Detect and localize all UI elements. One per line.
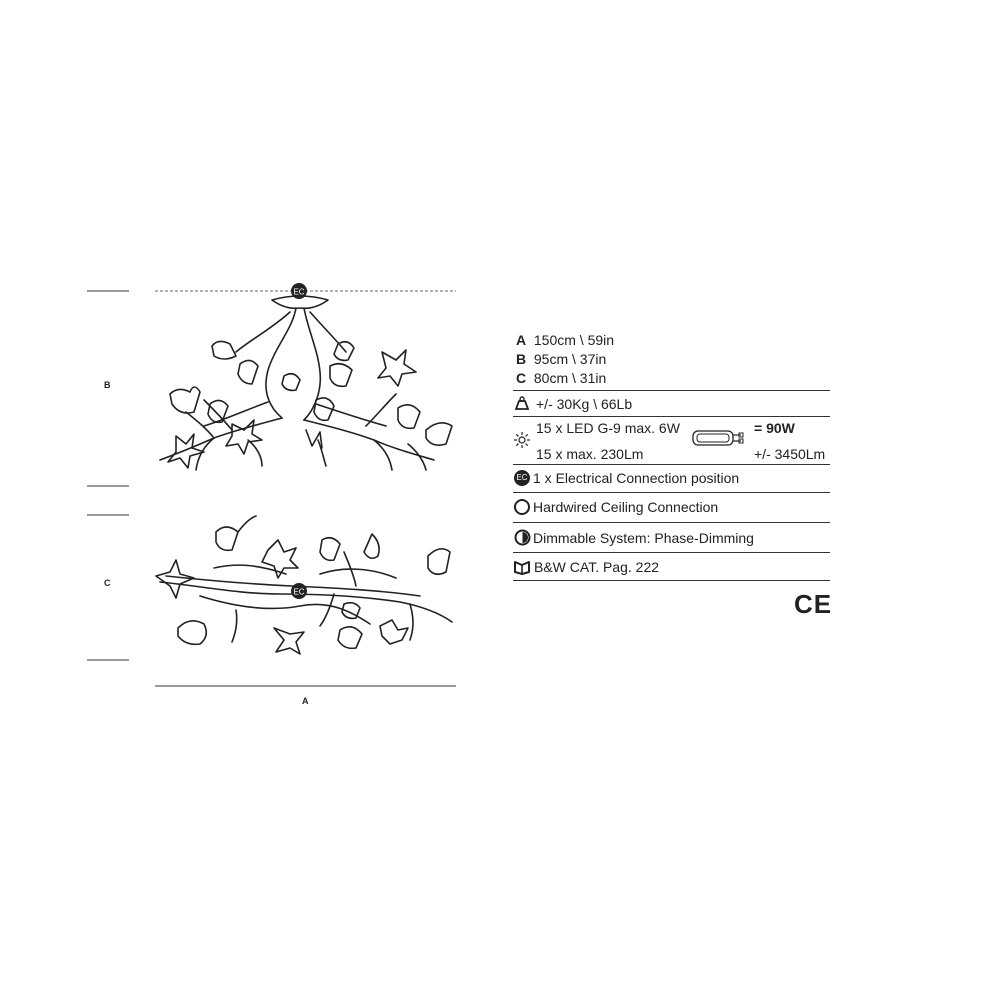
catalog-icon (514, 559, 530, 575)
spec-dimension-a-value: 150cm \ 59in (533, 332, 615, 348)
spec-dimension-c (516, 370, 606, 386)
spec-hardwired: Hardwired Ceiling Connection (533, 499, 719, 515)
dim-label-a: A (302, 696, 309, 706)
spec-connection: 1 x Electrical Connection position (533, 470, 740, 486)
spec-dimension-c-value: 80cm \ 31in (533, 370, 607, 386)
spec-dimension-a-letter: A (516, 332, 527, 348)
dim-label-b: B (104, 380, 111, 390)
spec-dimmable: Dimmable System: Phase-Dimming (533, 530, 754, 546)
electrical-connection-icon (514, 470, 530, 486)
electrical-connection-icon-label: EC (516, 473, 528, 482)
dimmer-icon (514, 529, 531, 546)
spec-lamp-line: 15 x LED G-9 max. 6W (536, 420, 680, 436)
spec-lumen-line: 15 x max. 230Lm (536, 446, 644, 462)
spec-divider (513, 416, 830, 417)
weight-icon (515, 396, 529, 410)
spec-dimension-b (516, 351, 606, 367)
spec-dimension-b-letter: B (516, 351, 527, 367)
spec-weight: +/- 30Kg \ 66Lb (536, 396, 633, 412)
spec-dimension-b-value: 95cm \ 37in (533, 351, 607, 367)
ec-marker-top (291, 583, 307, 599)
spec-dimension-a (516, 332, 614, 348)
ec-marker-side-label: EC (293, 287, 305, 297)
spec-divider (513, 522, 830, 523)
spec-divider (513, 552, 830, 553)
spec-lamp-total: = 90W (754, 420, 795, 436)
led-bulb-icon (683, 428, 747, 448)
ce-mark: CE (794, 589, 833, 619)
sun-icon (513, 431, 531, 449)
spec-divider (513, 464, 830, 465)
spec-dimension-c-letter: C (516, 370, 527, 386)
spec-divider (513, 492, 830, 493)
spec-divider (513, 580, 830, 581)
side-view (160, 296, 452, 470)
spec-catalog: B&W CAT. Pag. 222 (534, 559, 660, 575)
spec-lumen-total: +/- 3450Lm (754, 446, 826, 462)
spec-divider (513, 390, 830, 391)
ring-icon (514, 499, 530, 515)
dim-label-c: C (104, 578, 111, 588)
ec-marker-top-label: EC (293, 587, 305, 597)
ec-marker-side (291, 283, 307, 299)
